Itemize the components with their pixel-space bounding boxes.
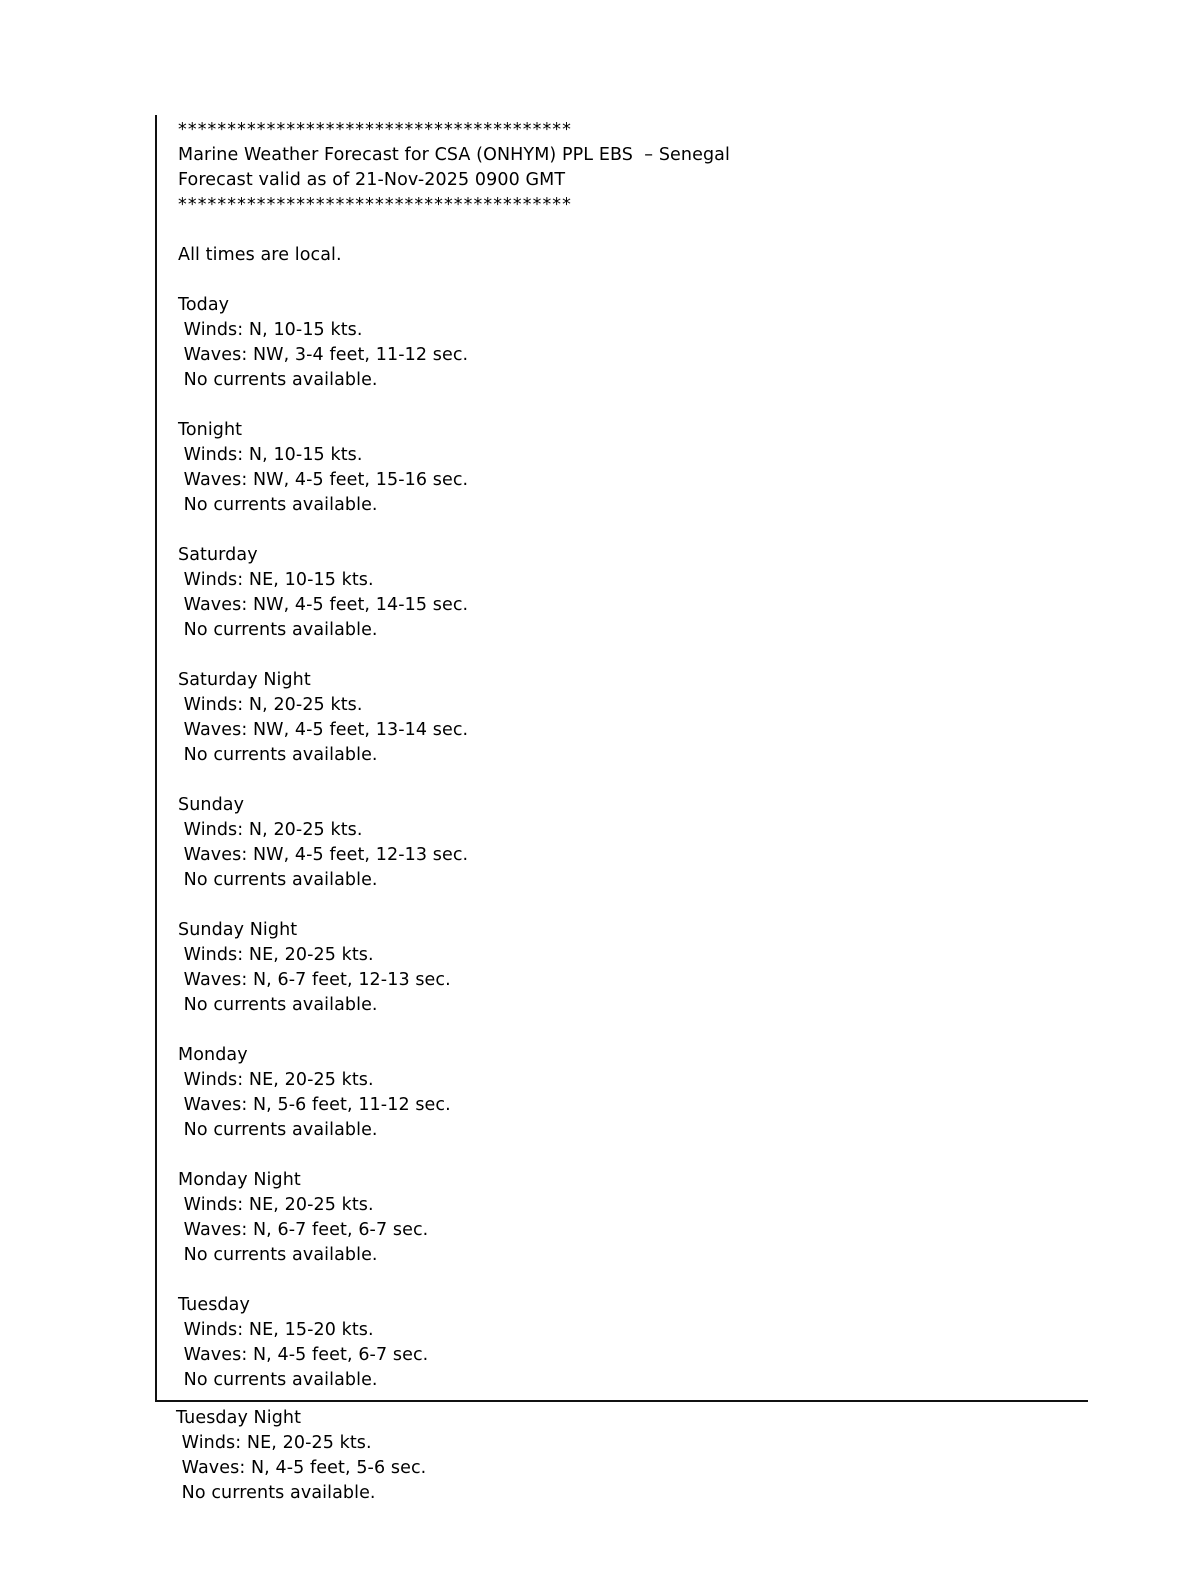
- section-period: Sunday: [178, 795, 245, 815]
- section-waves: Waves: NW, 4-5 feet, 12-13 sec.: [178, 845, 469, 865]
- section-waves: Waves: N, 4-5 feet, 5-6 sec.: [176, 1458, 427, 1478]
- section-waves: Waves: N, 6-7 feet, 12-13 sec.: [178, 970, 451, 990]
- section-currents: No currents available.: [176, 1483, 376, 1503]
- section-waves: Waves: NW, 3-4 feet, 11-12 sec.: [178, 345, 469, 365]
- section-winds: Winds: NE, 20-25 kts.: [178, 1195, 374, 1215]
- forecast-section-tonight: [178, 418, 1088, 518]
- section-currents: No currents available.: [178, 995, 378, 1015]
- section-winds: Winds: NE, 15-20 kts.: [178, 1320, 374, 1340]
- section-waves: Waves: N, 5-6 feet, 11-12 sec.: [178, 1095, 451, 1115]
- section-currents: No currents available.: [178, 495, 378, 515]
- section-winds: Winds: NE, 20-25 kts.: [178, 945, 374, 965]
- section-waves: Waves: N, 4-5 feet, 6-7 sec.: [178, 1345, 429, 1365]
- section-period: Saturday Night: [178, 670, 311, 690]
- section-currents: No currents available.: [178, 1245, 378, 1265]
- section-period: Sunday Night: [178, 920, 298, 940]
- section-currents: No currents available.: [178, 870, 378, 890]
- times-note: All times are local.: [178, 245, 342, 265]
- section-currents: No currents available.: [178, 745, 378, 765]
- forecast-section-sunday-night: [178, 918, 1088, 1018]
- section-winds: Winds: N, 10-15 kts.: [178, 320, 363, 340]
- section-winds: Winds: NE, 10-15 kts.: [178, 570, 374, 590]
- section-waves: Waves: N, 6-7 feet, 6-7 sec.: [178, 1220, 429, 1240]
- forecast-section-saturday: [178, 543, 1088, 643]
- section-currents: No currents available.: [178, 370, 378, 390]
- separator-bottom: ****************************************: [178, 195, 572, 215]
- section-waves: Waves: NW, 4-5 feet, 14-15 sec.: [178, 595, 469, 615]
- section-winds: Winds: N, 20-25 kts.: [178, 695, 363, 715]
- section-winds: Winds: NE, 20-25 kts.: [178, 1070, 374, 1090]
- separator-top: ****************************************: [178, 120, 572, 140]
- forecast-valid-line: Forecast valid as of 21-Nov-2025 0900 GMT: [178, 170, 566, 190]
- section-winds: Winds: N, 20-25 kts.: [178, 820, 363, 840]
- section-period: Tonight: [178, 420, 243, 440]
- forecast-section-monday: [178, 1043, 1088, 1143]
- forecast-section-tuesday: [178, 1293, 1088, 1393]
- document-title: Marine Weather Forecast for CSA (ONHYM) PPL EBS – Senegal: [178, 145, 730, 165]
- section-period: Monday Night: [178, 1170, 301, 1190]
- section-period: Tuesday: [178, 1295, 250, 1315]
- section-period: Monday: [178, 1045, 248, 1065]
- section-period: Saturday: [178, 545, 258, 565]
- document-page-border: [155, 115, 1088, 1402]
- section-currents: No currents available.: [178, 620, 378, 640]
- section-period: Tuesday Night: [176, 1408, 302, 1428]
- section-period: Today: [178, 295, 230, 315]
- section-waves: Waves: NW, 4-5 feet, 13-14 sec.: [178, 720, 469, 740]
- blank-line: [178, 218, 1088, 243]
- section-waves: Waves: NW, 4-5 feet, 15-16 sec.: [178, 470, 469, 490]
- section-currents: No currents available.: [178, 1120, 378, 1140]
- forecast-section-today: [178, 293, 1088, 393]
- section-winds: Winds: N, 10-15 kts.: [178, 445, 363, 465]
- forecast-section-monday-night: [178, 1168, 1088, 1268]
- forecast-section-sunday: [178, 793, 1088, 893]
- section-currents: No currents available.: [178, 1370, 378, 1390]
- forecast-section-tuesday-night: [176, 1406, 426, 1506]
- forecast-section-saturday-night: [178, 668, 1088, 768]
- section-winds: Winds: NE, 20-25 kts.: [176, 1433, 372, 1453]
